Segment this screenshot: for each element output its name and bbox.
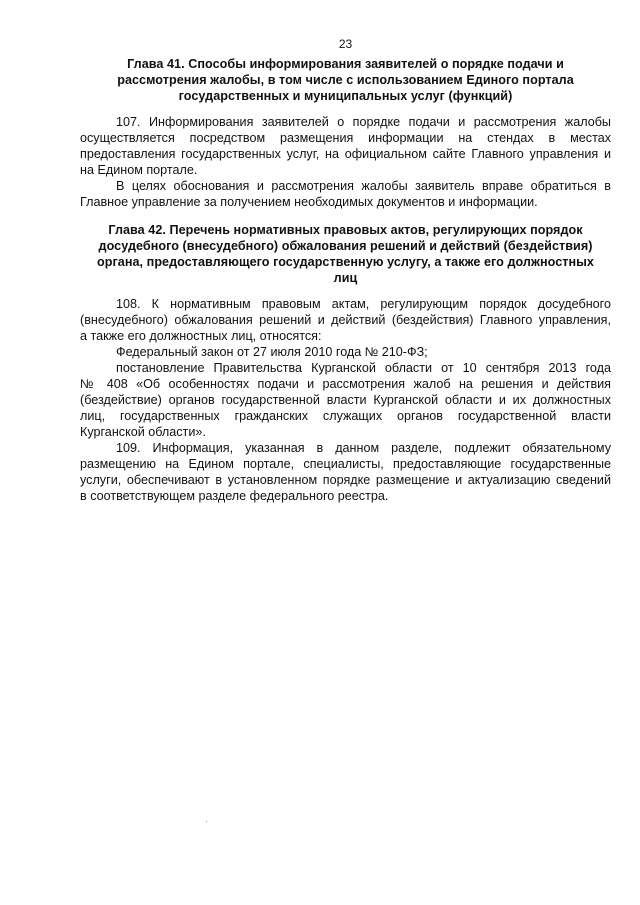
text-line: 107. Информирования заявителей о порядке подачи и рассмотрения жалобы (116, 115, 611, 129)
text-line: услуги, обеспечивают в установленном порядке размещение и актуализацию сведений (80, 473, 611, 487)
text-line: (бездействие) органов государственной власти Курганской области и их должностных (80, 393, 611, 407)
text-line: Курганской области». (80, 425, 206, 439)
page-number: 23 (338, 37, 353, 51)
paragraph-108 (80, 296, 611, 344)
chapter-42-heading (80, 222, 611, 286)
heading-line: Глава 42. Перечень нормативных правовых актов, регулирующих порядок (108, 223, 583, 237)
text-line: осуществляется посредством размещения информации на стендах в местах (80, 131, 611, 145)
text-line: а также его должностных лиц, относятся: (80, 329, 322, 343)
document-page (80, 0, 611, 905)
text-line: в соответствующем разделе федерального реестра. (80, 489, 389, 503)
paragraph-108-law (80, 344, 611, 360)
paragraph-107 (80, 114, 611, 178)
heading-line: органа, предоставляющего государственную услугу, а также его должностных (97, 255, 594, 269)
scan-speck (206, 821, 207, 822)
text-line: на Едином портале. (80, 163, 198, 177)
text-line: (внесудебного) обжалования решений и действий (бездействия) Главного управления, (80, 313, 611, 327)
text-line: В целях обоснования и рассмотрения жалобы заявитель вправе обратиться в (116, 179, 611, 193)
heading-line: досудебного (внесудебного) обжалования решений и действий (бездействия) (98, 239, 593, 253)
heading-line: Глава 41. Способы информирования заявителей о порядке подачи и (127, 57, 564, 71)
text-line: 108. К нормативным правовым актам, регулирующим порядок досудебного (116, 297, 611, 311)
text-line: Главное управление за получением необходимых документов и информации. (80, 195, 538, 209)
paragraph-108-decree (80, 360, 611, 440)
heading-line: лиц (333, 271, 358, 285)
text-line: 109. Информация, указанная в данном разделе, подлежит обязательному (116, 441, 611, 455)
text-line: № 408 «Об особенностях подачи и рассмотрения жалоб на решения и действия (80, 377, 611, 391)
heading-line: государственных и муниципальных услуг (функций) (178, 89, 513, 103)
text-line: размещению на Едином портале, специалисты, предоставляющие государственные (80, 457, 611, 471)
paragraph-109 (80, 440, 611, 504)
text-line: предоставления государственных услуг, на официальном сайте Главного управления и (80, 147, 611, 161)
text-line: лиц, государственных гражданских служащих органов государственной власти (80, 409, 611, 423)
text-line: постановление Правительства Курганской области от 10 сентября 2013 года (116, 361, 611, 375)
chapter-41-heading (80, 56, 611, 104)
paragraph-107-continued (80, 178, 611, 210)
heading-line: рассмотрения жалобы, в том числе с использованием Единого портала (117, 73, 574, 87)
text-line: Федеральный закон от 27 июля 2010 года № 210-ФЗ; (116, 345, 428, 359)
